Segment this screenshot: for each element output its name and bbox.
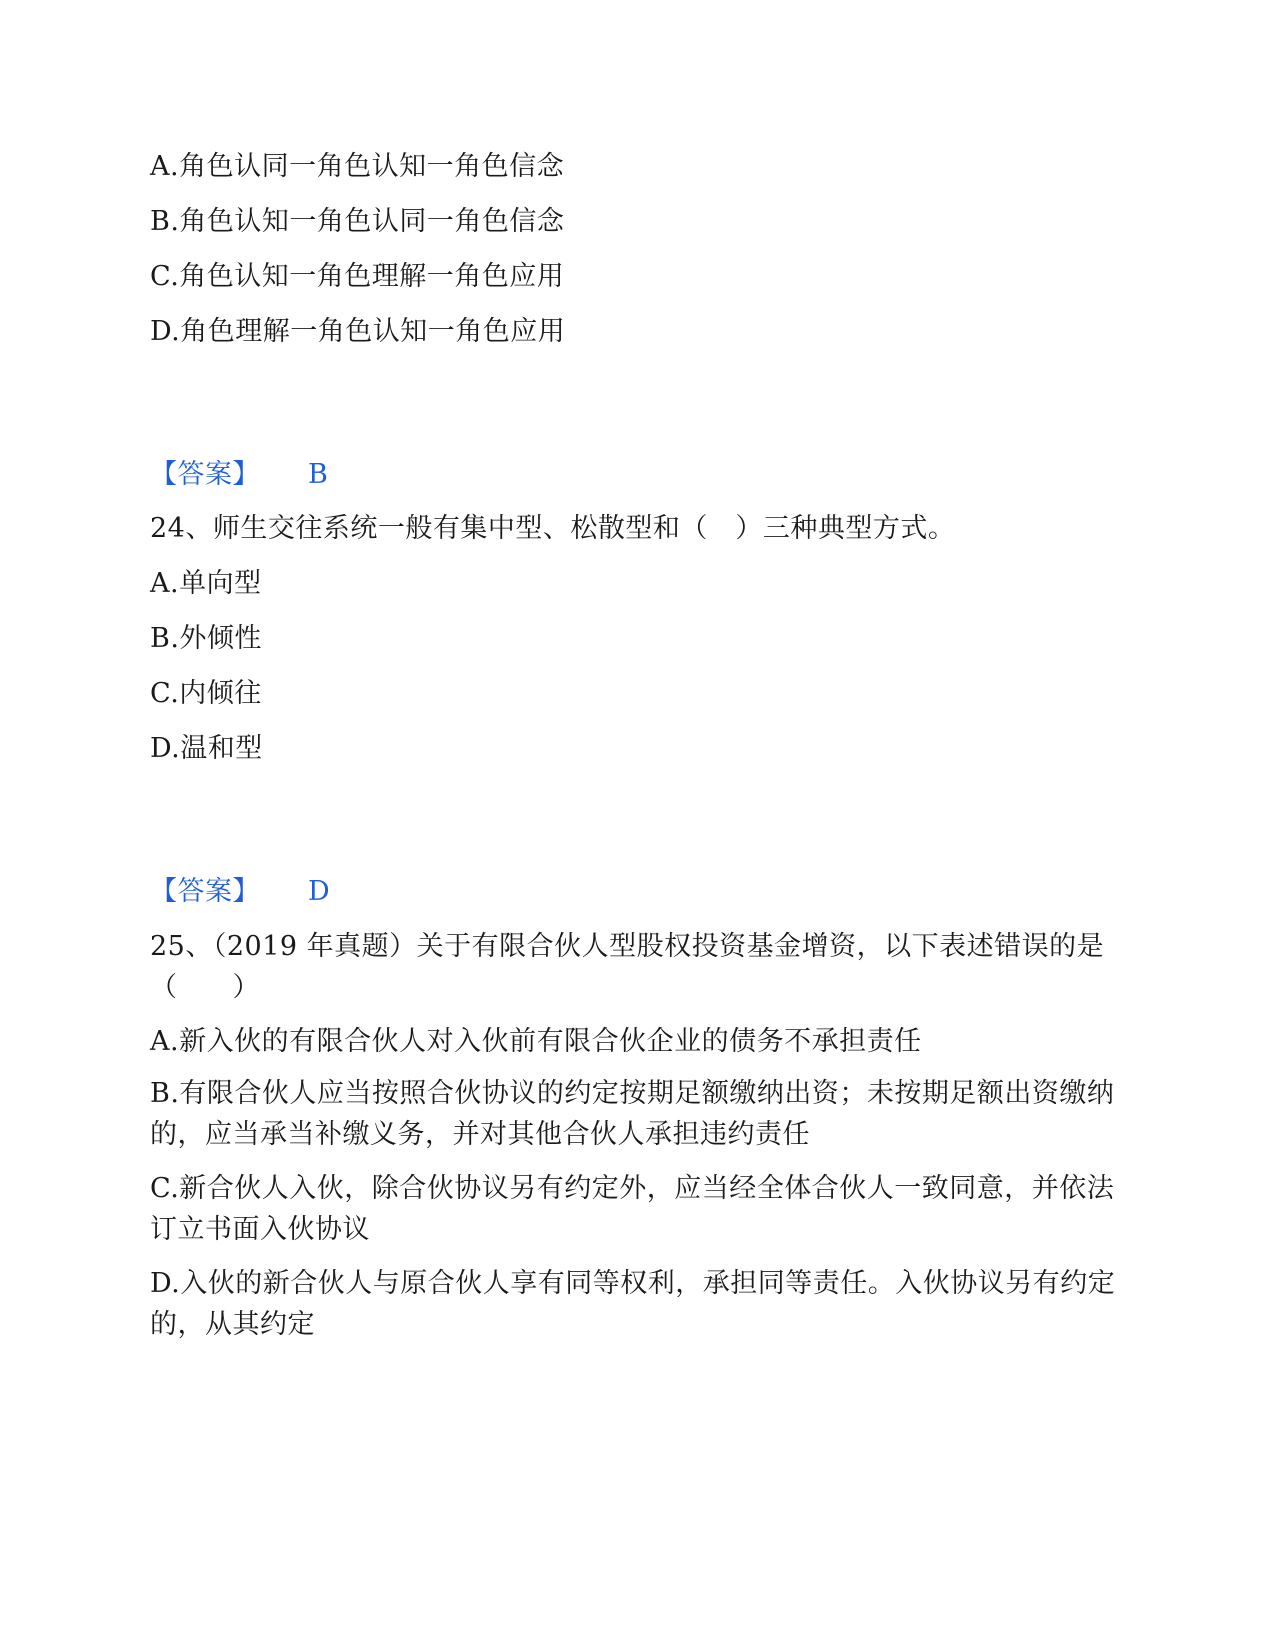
q25-option-c: C.新合伙人入伙，除合伙协议另有约定外，应当经全体合伙人一致同意，并依法订立书面入伙协议 [150, 1173, 1115, 1245]
answer-value: B [308, 459, 329, 490]
q24-answer [150, 875, 330, 909]
q25-option-d: D.入伙的新合伙人与原合伙人享有同等权利，承担同等责任。入伙协议另有约定的，从其约定 [150, 1268, 1116, 1340]
q25-question: 25、（2019 年真题）关于有限合伙人型股权投资基金增资，以下表述错误的是（ ） [150, 931, 1105, 1003]
q23-option-d: D.角色理解一角色认知一角色应用 [150, 316, 566, 347]
q23-option-a: A.角色认同一角色认知一角色信念 [150, 151, 565, 182]
q23-answer [150, 458, 328, 492]
q23-option-b: B.角色认知一角色认同一角色信念 [150, 206, 565, 237]
q23-option-c: C.角色认知一角色理解一角色应用 [150, 261, 565, 292]
q24-option-b: B.外倾性 [150, 623, 262, 654]
q24-option-a: A.单向型 [150, 568, 262, 599]
q24-question: 24、师生交往系统一般有集中型、松散型和（ ）三种典型方式。 [150, 513, 956, 544]
q24-option-c: C.内倾往 [150, 678, 262, 709]
q24-option-d: D.温和型 [150, 733, 263, 764]
answer-label: 【答案】 [150, 459, 260, 490]
q25-option-b: B.有限合伙人应当按照合伙协议的约定按期足额缴纳出资；未按期足额出资缴纳的，应当承当补缴义务，并对其他合伙人承担违约责任 [150, 1078, 1115, 1150]
answer-value: D [308, 876, 331, 907]
answer-label: 【答案】 [150, 876, 260, 907]
q25-option-a: A.新入伙的有限合伙人对入伙前有限合伙企业的债务不承担责任 [150, 1026, 922, 1057]
